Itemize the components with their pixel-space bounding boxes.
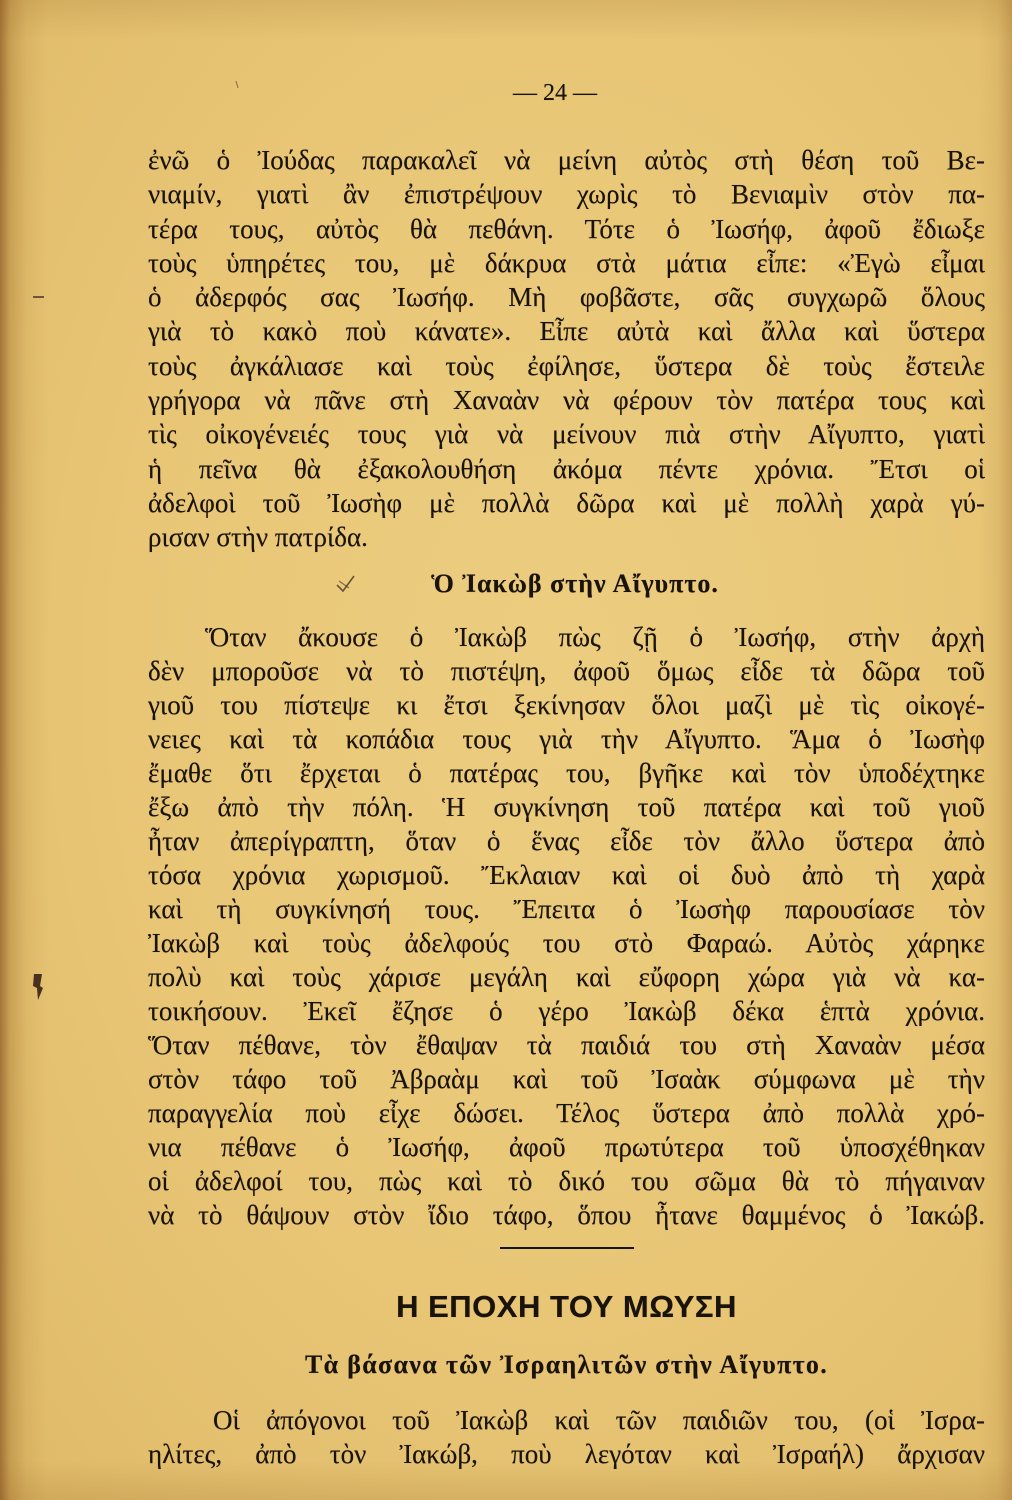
- text-line: γιὰ τὸ κακὸ ποὺ κάνατε». Εἶπε αὐτὰ καὶ ἄλλα καὶ ὕστερα: [148, 316, 985, 347]
- paragraph-jacob-in-egypt: [148, 620, 985, 1232]
- text-line: ἡ πεῖνα θὰ ἐξακολουθήση ἀκόμα πέντε χρόνια. Ἔτσι οἱ: [148, 453, 985, 484]
- text-line: ὁ ἀδερφός σας Ἰωσήφ. Μὴ φοβᾶστε, σᾶς συγχωρῶ ὅλους: [148, 282, 985, 313]
- text-line: ἀδελφοὶ τοῦ Ἰωσὴφ μὲ πολλὰ δῶρα καὶ μὲ πολλὴ χαρὰ γύ-: [148, 487, 985, 518]
- text-line: ηλίτες, ἀπὸ τὸν Ἰακώβ, ποὺ λεγόταν καὶ Ἰσραήλ) ἄρχισαν: [148, 1439, 985, 1470]
- text-line: Οἱ ἀπόγονοι τοῦ Ἰακὼβ καὶ τῶν παιδιῶν του, (οἱ Ἰσρα-: [213, 1405, 985, 1435]
- text-line: τοὺς ἀγκάλιασε καὶ τοὺς ἐφίλησε, ὕστερα δὲ τοὺς ἔστειλε: [148, 350, 985, 381]
- chapter-title: Η ΕΠΟΧΗ ΤΟΥ ΜΩΥΣΗ: [396, 1289, 737, 1324]
- text-line: τοὺς ὑπηρέτες του, μὲ δάκρυα στὰ μάτια εἶπε: «Ἐγὼ εἶμαι: [148, 247, 985, 278]
- text-line: νιαμίν, γιατὶ ἂν ἐπιστρέψουν χωρὶς τὸ Βενιαμὶν στὸν πα-: [148, 179, 985, 210]
- text-line: Ὅταν πέθανε, τὸν ἔθαψαν τὰ παιδιά του στὴ Χαναὰν μέσα: [148, 1030, 985, 1060]
- text-line: γιοῦ του πίστεψε κι ἔτσι ξεκίνησαν ὅλοι μαζὶ μὲ τὶς οἰκογέ-: [148, 690, 985, 720]
- section-divider: [500, 1247, 634, 1249]
- chapter-subheading: Τὰ βάσανα τῶν Ἰσραηλιτῶν στὴν Αἴγυπτο.: [304, 1350, 829, 1379]
- paragraph-continuation: [148, 143, 985, 555]
- text-line: πολὺ καὶ τοὺς χάρισε μεγάλη καὶ εὔφορη χώρα γιὰ νὰ κα-: [148, 962, 985, 992]
- pencil-tick-mark: [234, 80, 240, 90]
- text-line: νειες καὶ τὰ κοπάδια τους γιὰ τὴν Αἴγυπτο. Ἅμα ὁ Ἰωσὴφ: [148, 724, 985, 754]
- text-line: στὸν τάφο τοῦ Ἀβραὰμ καὶ τοῦ Ἰσαὰκ σύμφωνα μὲ τὴν: [148, 1064, 985, 1094]
- text-line: ἐνῶ ὁ Ἰούδας παρακαλεῖ νὰ μείνη αὐτὸς στὴ θέση τοῦ Βε-: [148, 145, 985, 175]
- text-line: τοικήσουν. Ἐκεῖ ἔζησε ὁ γέρο Ἰακὼβ δέκα ἑπτὰ χρόνια.: [148, 996, 985, 1026]
- text-line: νια πέθανε ὁ Ἰωσήφ, ἀφοῦ πρωτύτερα τοῦ ὑποσχέθηκαν: [148, 1132, 985, 1162]
- text-line: νὰ τὸ θάψουν στὸν ἴδιο τάφο, ὅπου ἦτανε θαμμένος ὁ Ἰακώβ.: [148, 1200, 985, 1230]
- pencil-margin-dash: [33, 296, 44, 298]
- text-line: Ὅταν ἄκουσε ὁ Ἰακὼβ πὼς ζῇ ὁ Ἰωσήφ, στὴν ἀρχὴ: [205, 622, 985, 652]
- text-line: οἱ ἀδελφοί του, πὼς καὶ τὸ δικό του σῶμα θὰ τὸ πήγαιναν: [148, 1166, 985, 1196]
- pencil-check-mark-icon: [334, 572, 358, 596]
- text-line: ρισαν στὴν πατρίδα.: [148, 522, 368, 553]
- text-line: τέρα τους, αὐτὸς θὰ πεθάνη. Τότε ὁ Ἰωσήφ, ἀφοῦ ἔδιωξε: [148, 213, 985, 244]
- text-line: δὲν μποροῦσε νὰ τὸ πιστέψη, ἀφοῦ ὅμως εἶδε τὰ δῶρα τοῦ: [148, 656, 985, 686]
- text-line: ἦταν ἀπερίγραπτη, ὅταν ὁ ἕνας εἶδε τὸν ἄλλο ὕστερα ἀπὸ: [148, 826, 985, 856]
- text-line: ἔξω ἀπὸ τὴν πόλη. Ἡ συγκίνηση τοῦ πατέρα καὶ τοῦ γιοῦ: [148, 792, 985, 822]
- text-line: τόσα χρόνια χωρισμοῦ. Ἔκλαιαν καὶ οἱ δυὸ ἀπὸ τὴ χαρὰ: [148, 860, 985, 890]
- text-line: γρήγορα νὰ πᾶνε στὴ Χαναὰν νὰ φέρουν τὸν πατέρα τους καὶ: [148, 385, 985, 416]
- text-line: παραγγελία ποὺ εἶχε δώσει. Τέλος ὕστερα ἀπὸ πολλὰ χρό-: [148, 1098, 985, 1128]
- text-line: ἔμαθε ὅτι ἔρχεται ὁ πατέρας του, βγῆκε καὶ τὸν ὑποδέχτηκε: [148, 758, 985, 788]
- text-line: καὶ τὴ συγκίνησή τους. Ἔπειτα ὁ Ἰωσὴφ παρουσίασε τὸν: [148, 894, 985, 924]
- text-line: Ἰακὼβ καὶ τοὺς ἀδελφούς του στὸ Φαραώ. Αὐτὸς χάρηκε: [148, 928, 985, 958]
- ink-margin-mark: [30, 972, 46, 1002]
- section-heading: Ὁ Ἰακὼβ στὴν Αἴγυπτο.: [431, 569, 719, 598]
- page-number: — 24 —: [513, 80, 597, 106]
- text-line: τὶς οἰκογένειές τους γιὰ νὰ μείνουν πιὰ στὴν Αἴγυπτο, γιατὶ: [148, 419, 985, 450]
- paragraph-israelites: [148, 1403, 985, 1472]
